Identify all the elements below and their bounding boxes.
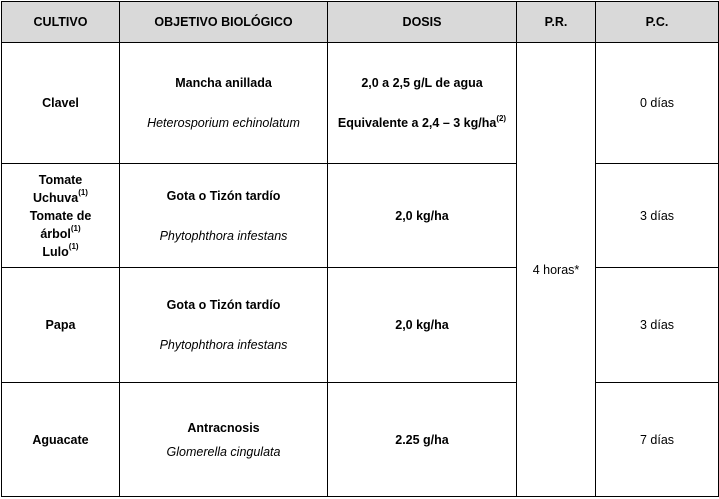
header-crop: CULTIVO — [2, 2, 120, 43]
target-common-name: Gota o Tizón tardío — [166, 298, 281, 312]
crop-name: Papa — [45, 318, 76, 332]
header-pr: P.R. — [517, 2, 596, 43]
table-row — [2, 268, 719, 383]
pr-cell: 4 horas* — [517, 43, 596, 497]
target-common-name: Gota o Tizón tardío — [166, 188, 281, 203]
crop-name: Uchuva$^{(1)}$ — [33, 188, 88, 205]
crop-name: árbol$^{(1)}$ — [40, 224, 81, 241]
crop-cell — [2, 383, 120, 497]
target-common-name: Antracnosis — [187, 420, 260, 435]
target-scientific-name: Glomerella cingulata — [166, 444, 281, 459]
dose-equivalent: Equivalente a 2,4 – 3 $kg/ha^{(2)}$ — [337, 113, 507, 130]
table-row — [2, 43, 719, 164]
crop-name: Tomate — [38, 172, 83, 187]
crop-name: Lulo$^{(1)}$ — [42, 242, 79, 259]
target-scientific-name: Phytophthora infestans — [159, 228, 288, 243]
header-pc: P.C. — [596, 2, 719, 43]
table-row — [2, 164, 719, 268]
pc-cell: 3 días — [596, 268, 719, 383]
target-cell — [120, 164, 328, 268]
header-dose: DOSIS — [328, 2, 517, 43]
table-row — [2, 383, 719, 497]
footnote-marker: (1) — [78, 188, 88, 198]
dose-cell: 2,0 kg/ha — [328, 164, 517, 268]
target-cell — [120, 43, 328, 164]
footnote-marker: (1) — [70, 224, 81, 234]
target-cell — [120, 268, 328, 383]
crop-name: Clavel — [42, 96, 79, 110]
target-scientific-name: Phytophthora infestans — [159, 338, 288, 352]
footnote-marker: (2) — [496, 113, 507, 123]
footnote-marker: (1) — [68, 242, 79, 252]
dose-cell — [328, 43, 517, 164]
dose-value: 2,0 a 2,5 g/L de agua — [361, 76, 483, 90]
target-common-name: Mancha anillada — [175, 76, 272, 90]
dose-cell: 2,0 kg/ha — [328, 268, 517, 383]
dose-cell: 2.25 g/ha — [328, 383, 517, 497]
crop-cell — [2, 268, 120, 383]
target-scientific-name: Heterosporium echinolatum — [147, 116, 300, 130]
header-target: OBJETIVO BIOLÓGICO — [120, 2, 328, 43]
pc-cell: 7 días — [596, 383, 719, 497]
crop-cell — [2, 43, 120, 164]
crop-name: Aguacate — [32, 432, 89, 447]
pc-cell: 3 días — [596, 164, 719, 268]
pc-cell: 0 días — [596, 43, 719, 164]
crop-name: Tomate de — [29, 208, 92, 223]
target-cell — [120, 383, 328, 497]
crop-cell — [2, 164, 120, 268]
header-row — [2, 2, 719, 43]
dosage-table — [1, 1, 719, 497]
